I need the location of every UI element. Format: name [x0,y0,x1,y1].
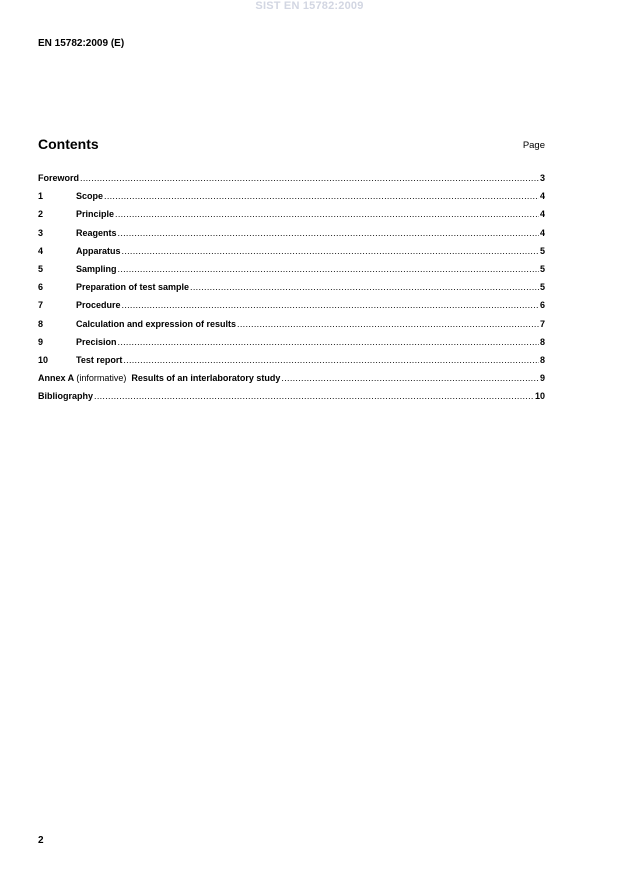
toc-entry-page: 3 [539,173,545,183]
toc-entry-title: Reagents [76,227,117,238]
toc-entry-preparation-of-test-sample[interactable] [38,282,545,300]
toc-dot-leader [80,173,539,183]
toc-entry-procedure[interactable] [38,300,545,318]
toc-entry-page: 9 [539,373,545,384]
toc-entry-page: 5 [539,282,545,293]
toc-entry-scope[interactable] [38,191,545,209]
toc-entry-number: 4 [38,245,44,256]
toc-dot-leader [190,282,539,292]
table-of-contents [38,173,545,409]
toc-entry-annex-a[interactable] [38,373,545,391]
toc-entry-number: 5 [38,263,44,274]
toc-entry-title: Apparatus [76,245,121,256]
toc-entry-title: Test report [76,354,123,365]
toc-entry-bibliography[interactable] [38,391,545,409]
toc-dot-leader [118,228,539,238]
toc-dot-leader [123,355,539,365]
toc-entry-title: Foreword [38,173,80,183]
document-header: EN 15782:2009 (E) [38,38,125,49]
toc-dot-leader [118,264,539,274]
toc-dot-leader [281,373,539,383]
toc-entry-page: 7 [539,318,545,329]
toc-entry-reagents[interactable] [38,228,545,246]
toc-entry-title: Sampling [76,263,117,274]
toc-entry-principle[interactable] [38,209,545,227]
toc-entry-title: Preparation of test sample [76,282,190,293]
toc-dot-leader [237,319,539,329]
toc-dot-leader [118,337,539,347]
toc-entry-page: 4 [539,209,545,220]
toc-entry-page: 4 [539,191,545,202]
watermark: SIST EN 15782:2009 [255,0,364,12]
toc-entry-title: Precision [76,336,117,347]
toc-entry-test-report[interactable] [38,355,545,373]
toc-dot-leader [104,191,539,201]
page-column-label: Page [522,140,545,151]
toc-entry-title: Scope [76,191,104,202]
toc-entry-number: 8 [38,318,44,329]
toc-entry-title [38,373,280,383]
annex-label: Annex A [38,373,74,384]
annex-type: (informative) [76,373,127,384]
contents-title: Contents [38,136,99,152]
toc-entry-number: 9 [38,336,44,347]
toc-entry-page: 4 [539,227,545,238]
toc-entry-title: Procedure [76,300,121,311]
toc-entry-number: 6 [38,282,44,293]
toc-entry-page: 5 [539,245,545,256]
page-number: 2 [38,835,44,846]
toc-entry-precision[interactable] [38,337,545,355]
toc-entry-title: Principle [76,209,115,220]
toc-dot-leader [115,209,539,219]
toc-entry-number: 7 [38,300,44,311]
toc-entry-page: 5 [539,263,545,274]
toc-dot-leader [122,246,539,256]
toc-entry-sampling[interactable] [38,264,545,282]
toc-entry-number: 3 [38,227,44,238]
toc-entry-apparatus[interactable] [38,246,545,264]
annex-title: Results of an interlaboratory study [131,373,281,384]
toc-entry-page: 8 [539,336,545,347]
toc-dot-leader [122,300,539,310]
toc-entry-calculation-and-expression-of-results[interactable] [38,319,545,337]
toc-entry-title: Bibliography [38,391,94,402]
toc-entry-number: 1 [38,191,44,202]
toc-entry-number: 2 [38,209,44,220]
toc-entry-foreword[interactable] [38,173,545,191]
toc-entry-title: Calculation and expression of results [76,318,237,329]
toc-entry-page: 6 [539,300,545,311]
contents-heading-row [38,136,545,156]
toc-entry-number: 10 [38,354,49,365]
toc-entry-page: 8 [539,354,545,365]
toc-dot-leader [94,391,534,401]
toc-entry-page: 10 [534,391,545,402]
